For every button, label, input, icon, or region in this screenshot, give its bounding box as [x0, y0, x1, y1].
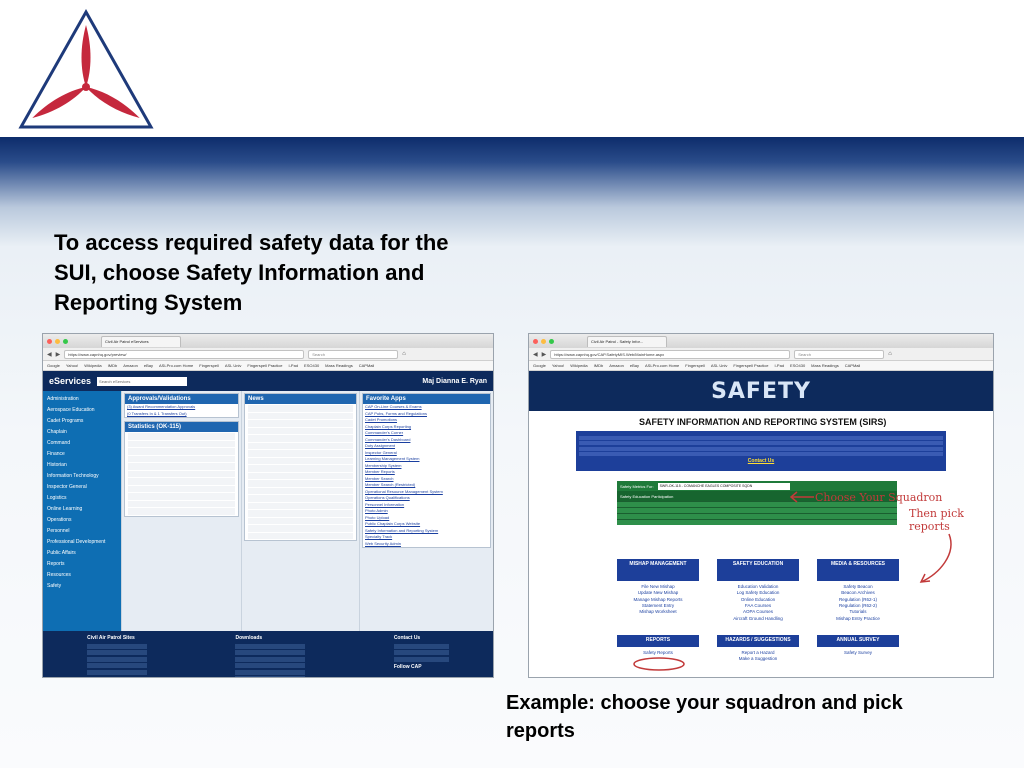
sidebar-item[interactable]: Cadet Programs: [47, 418, 84, 424]
statistics-row: [128, 508, 235, 515]
bookmarks-bar: [43, 361, 493, 371]
bookmark-item[interactable]: IMDb: [107, 363, 118, 368]
bookmark-item[interactable]: ASL Univ: [224, 363, 242, 368]
sirs-logo: SAFETY: [711, 378, 811, 404]
metrics-label: Safety Metrics For:: [620, 483, 654, 489]
favorite-app-link[interactable]: Personnel Information: [365, 501, 405, 507]
footer-site-row: [87, 650, 147, 655]
participation-label: Safety Education Participation: [620, 493, 674, 499]
choose-squadron-annotation: Choose Your Squadron: [815, 491, 943, 504]
statistics-heading: Statistics (OK-115): [125, 422, 238, 432]
sirs-banner: [529, 371, 993, 411]
eservices-footer: [43, 631, 493, 678]
browser-titlebar: [529, 334, 993, 348]
statistics-row: [128, 471, 235, 478]
eservices-body: [43, 391, 493, 631]
slide-caption: Example: choose your squadron and pick reports: [506, 692, 903, 742]
news-row: [248, 458, 353, 465]
news-heading: News: [245, 394, 356, 404]
sidebar-item[interactable]: Information Technology: [47, 473, 99, 479]
follow-cap-heading: Follow CAP: [393, 664, 422, 670]
news-row: [248, 443, 353, 450]
tile-link[interactable]: Regulation (R62-2): [838, 602, 878, 608]
favorite-app-link[interactable]: Chaplain Corps Reporting: [365, 423, 412, 429]
slide-title: To access required safety data for the SUI, choose Safety Information and Reporting System: [54, 230, 449, 315]
news-row: [248, 435, 353, 442]
favorite-app-link[interactable]: Learning Management System: [365, 456, 420, 461]
eservices-screenshot: [42, 333, 494, 678]
sirs-welcome-box: [576, 431, 946, 471]
bookmark-item[interactable]: ASLPro.com Home: [159, 363, 194, 368]
favorite-app-link[interactable]: CAP On-Line Courses & Exams: [365, 404, 422, 409]
footer-site-row: [87, 657, 147, 662]
bookmark-item[interactable]: Yahoo!: [65, 363, 79, 368]
bookmark-item[interactable]: eBay: [143, 363, 154, 368]
tile-link[interactable]: Update New Mishap: [637, 590, 679, 596]
bookmark-item[interactable]: ASLPro.com Home: [645, 363, 680, 368]
bookmark-item[interactable]: Amazon: [123, 363, 138, 368]
footer-contact-row: [394, 644, 449, 649]
zoom-dot-icon[interactable]: [63, 339, 68, 344]
tile-link[interactable]: Manage Mishap Reports: [633, 596, 683, 602]
sidebar-item[interactable]: Administration: [47, 396, 79, 402]
tile-heading[interactable]: MEDIA & RESOURCES: [817, 559, 899, 581]
sidebar-item[interactable]: Resources: [47, 572, 71, 578]
tile-link[interactable]: Safety Survey: [843, 650, 872, 655]
footer-downloads: [235, 634, 305, 678]
footer-contact: [394, 634, 449, 678]
back-icon[interactable]: ◀: [533, 351, 538, 358]
sidebar-item[interactable]: Safety: [47, 583, 62, 589]
bookmark-item[interactable]: ASL Univ: [710, 363, 728, 368]
bookmark-item[interactable]: Wikipedia: [84, 363, 102, 368]
footer-download-row: [235, 644, 305, 649]
favorite-app-link[interactable]: Photo Admin: [365, 508, 388, 513]
civil-air-patrol-logo: [17, 8, 155, 131]
approvals-heading: Approvals/Validations: [125, 394, 238, 404]
bookmark-item[interactable]: ESO430: [304, 363, 320, 368]
favorite-app-link[interactable]: Safety Information and Reporting System: [365, 527, 439, 533]
tile-link[interactable]: Report a Hazard: [741, 650, 775, 655]
pick-reports-annotation: Then pick reports: [909, 507, 964, 533]
statistics-panel: [124, 421, 239, 517]
tile-link[interactable]: Aircraft Ground Handling: [733, 615, 783, 621]
sidebar-item[interactable]: Public Affairs: [47, 550, 76, 556]
metrics-row: [617, 481, 897, 491]
news-row: [248, 525, 353, 532]
favorite-app-link[interactable]: Public Chaplain Corps Website: [365, 521, 421, 526]
tile-link[interactable]: AOPA Courses: [743, 609, 773, 615]
tile-link[interactable]: Beacon Archives: [841, 590, 875, 596]
tile-link[interactable]: File New Mishap: [641, 584, 675, 589]
sidebar-item[interactable]: Operations: [47, 517, 72, 523]
tile-link[interactable]: Regulation (R62-1): [838, 596, 878, 602]
footer-site-row: [87, 670, 147, 675]
bookmark-item[interactable]: Yahoo!: [551, 363, 565, 368]
sidebar-item[interactable]: Aerospace Education: [47, 407, 95, 413]
favorite-app-link[interactable]: Photo Upload: [365, 514, 390, 520]
browser-search[interactable]: Search: [794, 350, 884, 359]
sidebar-item[interactable]: Inspector General: [47, 484, 87, 490]
bookmark-item[interactable]: Google: [533, 363, 546, 368]
statistics-row: [128, 448, 235, 455]
news-row: [248, 510, 353, 517]
browser-search[interactable]: Search: [308, 350, 398, 359]
url-bar[interactable]: https://www.capnhq.gov/CAP.SafetyMIS.Web/MainHome.aspx: [550, 350, 790, 359]
tile-heading[interactable]: HAZARDS / SUGGESTIONS: [717, 635, 799, 647]
news-column: [241, 391, 359, 631]
slide-header: [0, 0, 1024, 137]
bookmark-item[interactable]: Fingerspell: [199, 363, 219, 368]
favorite-apps-column: [359, 391, 493, 631]
favorite-app-link[interactable]: Specialty Track: [365, 534, 393, 539]
approvals-column: [121, 391, 241, 631]
statistics-row: [128, 433, 235, 440]
forward-icon[interactable]: ▶: [541, 351, 547, 358]
minimize-dot-icon[interactable]: [541, 339, 546, 344]
browser-toolbar: [43, 348, 493, 361]
home-icon[interactable]: ⌂: [402, 351, 406, 357]
url-bar[interactable]: https://www.capnhq.gov/preview/: [64, 350, 304, 359]
favorite-app-link[interactable]: Operations Qualifications: [365, 495, 410, 500]
news-row: [248, 420, 353, 427]
home-icon[interactable]: ⌂: [888, 351, 892, 357]
sirs-title: SAFETY INFORMATION AND REPORTING SYSTEM (SIRS): [639, 417, 887, 427]
eservices-brand[interactable]: eServices: [49, 376, 92, 386]
footer-download-row: [235, 663, 305, 668]
bookmark-item[interactable]: CAPMail: [358, 363, 375, 368]
sidebar-item[interactable]: Finance: [47, 451, 65, 457]
bookmark-item[interactable]: Fingerspell Practice: [733, 363, 769, 368]
eservices-header: [43, 371, 493, 391]
favorite-app-link[interactable]: Duty Assignment: [365, 443, 396, 448]
favorite-app-link[interactable]: Member Reports: [365, 469, 395, 474]
tile-heading[interactable]: ANNUAL SURVEY: [817, 635, 899, 647]
bookmark-item[interactable]: Wikipedia: [570, 363, 588, 368]
news-row: [248, 503, 353, 510]
sidebar-item[interactable]: Personnel: [47, 528, 70, 534]
news-row: [248, 495, 353, 502]
tile-link[interactable]: Tutorials: [849, 609, 867, 615]
statistics-row: [128, 441, 235, 448]
squadron-select[interactable]: SWR-OK-115 - COMANCHE EAGLES COMPOSITE SQDN: [658, 483, 790, 490]
news-row: [248, 465, 353, 472]
bookmark-item[interactable]: Fingerspell: [685, 363, 705, 368]
sidebar-item[interactable]: Historian: [47, 462, 67, 468]
sidebar-item[interactable]: Reports: [47, 561, 65, 567]
browser-titlebar: [43, 334, 493, 348]
approvals-panel: [124, 393, 239, 418]
user-name[interactable]: Maj Dianna E. Ryan: [422, 377, 487, 385]
footer-download-row: [235, 676, 305, 678]
forward-icon[interactable]: ▶: [55, 351, 61, 358]
footer-contact-row: [394, 657, 449, 662]
bookmark-item[interactable]: I-Pad: [774, 363, 785, 368]
favorite-apps-panel: [362, 393, 491, 548]
favorite-apps-heading: Favorite Apps: [363, 394, 490, 404]
news-row: [248, 533, 353, 540]
tile-link[interactable]: Make a Suggestion: [738, 656, 778, 662]
statistics-row: [128, 493, 235, 500]
news-row: [248, 405, 353, 412]
bookmark-item[interactable]: Mass Readings: [325, 363, 353, 368]
bookmark-item[interactable]: Mass Readings: [811, 363, 839, 368]
news-row: [248, 480, 353, 487]
footer-site-row: [87, 644, 147, 649]
statistics-row: [128, 501, 235, 508]
sidebar-item[interactable]: Professional Development: [47, 539, 106, 545]
bookmark-item[interactable]: CAPMail: [844, 363, 861, 368]
tile-link[interactable]: Safety Beacon: [843, 584, 873, 589]
footer-contact-heading: Contact Us: [393, 635, 421, 641]
news-row: [248, 488, 353, 495]
statistics-row: [128, 456, 235, 463]
footer-site-row: [87, 663, 147, 668]
participation-grid-row: [617, 519, 897, 525]
tile-link[interactable]: Safety Reports: [643, 650, 673, 655]
news-row: [248, 518, 353, 525]
favorite-app-link[interactable]: Operational Resource Management System: [365, 488, 443, 494]
bookmark-item[interactable]: I-Pad: [288, 363, 299, 368]
bookmark-item[interactable]: IMDb: [593, 363, 604, 368]
tile-link[interactable]: Online Education: [740, 596, 776, 602]
news-row: [248, 413, 353, 420]
news-panel: [244, 393, 357, 541]
footer-sites: [87, 634, 147, 678]
eservices-search-input[interactable]: Search eServices: [97, 377, 187, 386]
browser-toolbar: [529, 348, 993, 361]
tile-heading[interactable]: MISHAP MANAGEMENT: [617, 559, 699, 581]
favorite-app-link[interactable]: Web Security Admin: [365, 540, 401, 546]
tile-link[interactable]: Education Validation: [737, 584, 779, 589]
favorite-app-link[interactable]: Commander's Corner: [365, 430, 404, 435]
sidebar-item[interactable]: Chaplain: [47, 429, 67, 435]
tile-link[interactable]: Mishap Worksheet: [639, 609, 677, 615]
tile-link[interactable]: Mishap Entry Practice: [836, 615, 880, 621]
statistics-row: [128, 478, 235, 485]
sidebar-item[interactable]: Logistics: [47, 495, 67, 501]
minimize-dot-icon[interactable]: [55, 339, 60, 344]
news-row: [248, 450, 353, 457]
bookmark-item[interactable]: Fingerspell Practice: [247, 363, 283, 368]
favorite-app-link[interactable]: Membership System: [365, 462, 402, 468]
favorite-app-link[interactable]: Inspector General: [365, 449, 397, 455]
tile-link[interactable]: Log Safety Education: [736, 590, 780, 596]
transfers-link[interactable]: (0 Transfers In & 1 Transfers Out): [127, 410, 187, 416]
browser-tab[interactable]: Civil Air Patrol eServices: [101, 336, 181, 347]
bookmarks-bar: [529, 361, 993, 371]
welcome-text-row: [579, 441, 943, 445]
sidebar-item[interactable]: Online Learning: [47, 506, 83, 512]
tile-heading[interactable]: SAFETY EDUCATION: [717, 559, 799, 581]
favorite-app-link[interactable]: Cadet Promotions: [365, 417, 398, 422]
statistics-row: [128, 463, 235, 470]
tile-link[interactable]: Statement Entry: [641, 602, 675, 608]
welcome-text-row: [579, 436, 943, 440]
footer-download-row: [235, 670, 305, 675]
browser-tab[interactable]: Civil Air Patrol - Safety Infor...: [587, 336, 667, 347]
tile-heading[interactable]: REPORTS: [617, 635, 699, 647]
footer-download-row: [235, 657, 305, 662]
approvals-link[interactable]: (3) Award Recommendation Approvals: [127, 404, 196, 409]
bookmark-item[interactable]: eBay: [629, 363, 640, 368]
close-dot-icon[interactable]: [47, 339, 52, 344]
news-row: [248, 428, 353, 435]
contact-us-link[interactable]: Contact Us: [747, 458, 775, 464]
welcome-text-row: [579, 452, 943, 456]
bookmark-item[interactable]: Google: [47, 363, 60, 368]
footer-download-row: [235, 650, 305, 655]
favorite-app-link[interactable]: Member Search: [365, 475, 394, 481]
news-row: [248, 473, 353, 480]
eservices-sidebar: [43, 391, 121, 631]
sidebar-item[interactable]: Command: [47, 440, 71, 446]
favorite-app-link[interactable]: Commander's Dashboard: [365, 436, 411, 442]
favorite-app-link[interactable]: Member Search (Restricted): [365, 482, 416, 487]
favorite-app-link[interactable]: CAP Pubs, Forms and Regulations: [365, 410, 427, 416]
footer-downloads-heading: Downloads: [235, 635, 263, 641]
sirs-screenshot: [528, 333, 994, 678]
zoom-dot-icon[interactable]: [549, 339, 554, 344]
back-icon[interactable]: ◀: [47, 351, 52, 358]
bookmark-item[interactable]: ESO430: [790, 363, 806, 368]
footer-sites-heading: Civil Air Patrol Sites: [87, 635, 135, 641]
tile-link[interactable]: FAA Courses: [744, 602, 772, 608]
footer-contact-row: [394, 650, 449, 655]
welcome-text-row: [579, 447, 943, 451]
statistics-row: [128, 486, 235, 493]
close-dot-icon[interactable]: [533, 339, 538, 344]
bookmark-item[interactable]: Amazon: [609, 363, 624, 368]
